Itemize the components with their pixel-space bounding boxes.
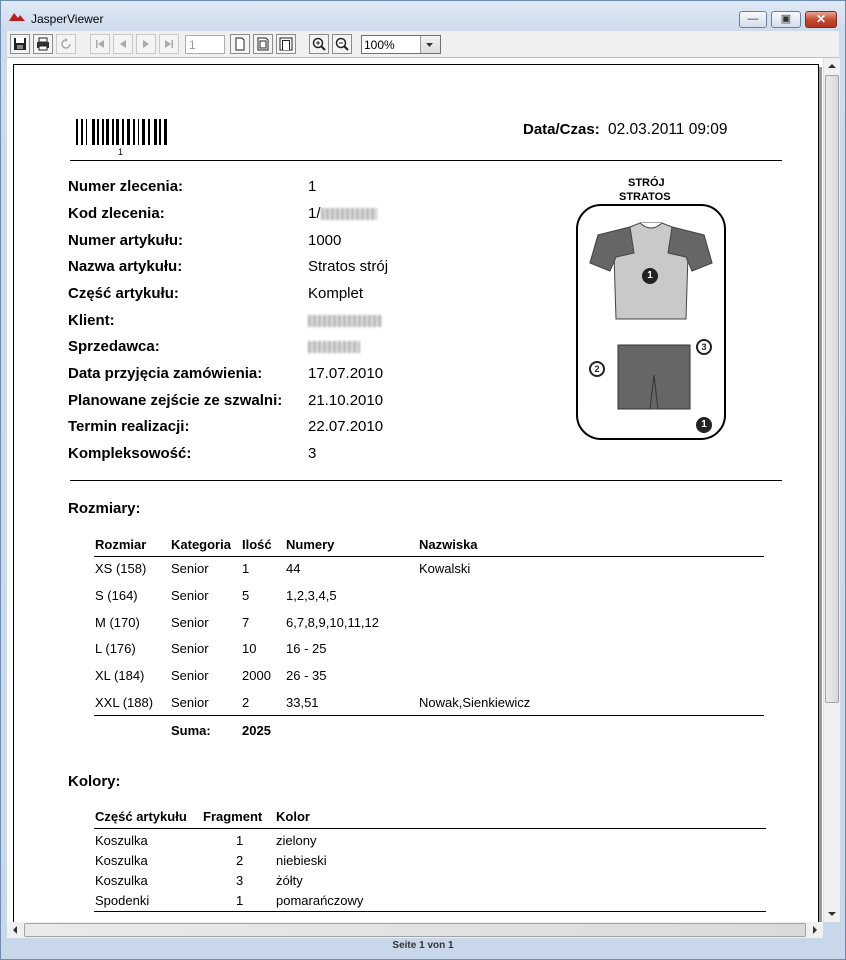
scroll-down-button[interactable] bbox=[824, 906, 840, 922]
datetime-value: 02.03.2011 09:09 bbox=[608, 121, 728, 138]
reload-button[interactable] bbox=[56, 34, 76, 54]
chevron-down-icon bbox=[421, 36, 438, 53]
maximize-icon: ▣ bbox=[780, 13, 792, 25]
table-cell: 44 bbox=[286, 561, 301, 576]
next-page-icon bbox=[139, 37, 153, 51]
horizontal-scroll-thumb[interactable] bbox=[24, 923, 806, 937]
previous-page-icon bbox=[116, 37, 130, 51]
table-cell: M (170) bbox=[95, 615, 140, 630]
fit-width-icon bbox=[279, 37, 293, 51]
sizes-heading: Rozmiary: bbox=[68, 500, 141, 517]
page-number-input[interactable] bbox=[185, 35, 225, 54]
table-cell: 5 bbox=[242, 588, 250, 603]
toolbar bbox=[7, 31, 839, 58]
header-divider bbox=[70, 160, 782, 161]
table-cell: 6,7,8,9,10,11,12 bbox=[286, 615, 380, 630]
zoom-dropdown-button[interactable] bbox=[420, 36, 440, 53]
table-cell: Senior bbox=[171, 641, 209, 656]
field-label: Data przyjęcia zamówienia: bbox=[68, 365, 263, 382]
field-value: 3 bbox=[308, 445, 317, 462]
actual-size-icon bbox=[233, 37, 247, 51]
field-label: Klient: bbox=[68, 312, 115, 329]
table-cell: 7 bbox=[242, 615, 250, 630]
vertical-scrollbar[interactable] bbox=[823, 58, 840, 922]
field-value bbox=[308, 312, 382, 329]
field-value: 1000 bbox=[308, 232, 342, 249]
print-icon bbox=[36, 37, 50, 51]
field-value: 22.07.2010 bbox=[308, 418, 384, 435]
actual-size-button[interactable] bbox=[230, 34, 250, 54]
fit-page-icon bbox=[256, 37, 270, 51]
redacted-value bbox=[308, 341, 360, 353]
column-header: Ilość bbox=[242, 537, 272, 552]
table-cell: 1 bbox=[242, 561, 250, 576]
vertical-scroll-thumb[interactable] bbox=[825, 75, 839, 703]
table-cell: 2000 bbox=[242, 668, 271, 683]
table-cell: Spodenki bbox=[95, 893, 150, 908]
field-value: Stratos strój bbox=[308, 258, 389, 275]
column-header: Numery bbox=[286, 537, 335, 552]
table-cell: 2 bbox=[242, 695, 250, 710]
window-title: JasperViewer bbox=[31, 12, 104, 26]
table-cell: zielony bbox=[276, 833, 317, 848]
table-cell: 10 bbox=[242, 641, 257, 656]
field-value-text: 1/ bbox=[308, 205, 321, 222]
marker-badge: 3 bbox=[696, 339, 712, 355]
first-page-icon bbox=[93, 37, 107, 51]
redacted-value bbox=[308, 315, 382, 327]
last-page-icon bbox=[162, 37, 176, 51]
redacted-value bbox=[321, 208, 377, 220]
save-icon bbox=[13, 37, 27, 51]
fit-width-button[interactable] bbox=[276, 34, 296, 54]
field-value bbox=[308, 205, 377, 222]
table-cell: żółty bbox=[276, 873, 303, 888]
close-button[interactable] bbox=[805, 11, 837, 28]
datetime-label: Data/Czas: bbox=[523, 121, 600, 138]
column-header: Kolor bbox=[276, 809, 310, 824]
table-cell: pomarańczowy bbox=[276, 893, 364, 908]
minimize-button[interactable] bbox=[739, 11, 767, 28]
reload-icon bbox=[59, 37, 73, 51]
field-label: Numer artykułu: bbox=[68, 232, 184, 249]
chevron-up-icon bbox=[824, 58, 840, 74]
next-page-button[interactable] bbox=[136, 34, 156, 54]
barcode bbox=[76, 119, 170, 145]
field-label: Termin realizacji: bbox=[68, 418, 190, 435]
title-bar bbox=[1, 1, 845, 31]
column-header: Część artykułu bbox=[95, 809, 187, 824]
scroll-up-button[interactable] bbox=[824, 58, 840, 74]
table-cell: 16 - 25 bbox=[286, 641, 327, 656]
maximize-button[interactable] bbox=[771, 11, 801, 28]
fit-page-button[interactable] bbox=[253, 34, 273, 54]
field-label: Numer zlecenia: bbox=[68, 178, 184, 195]
table-cell: XXL (188) bbox=[95, 695, 154, 710]
status-bar: Seite 1 von 1 bbox=[392, 940, 454, 951]
report-viewport bbox=[7, 58, 823, 922]
table-cell: Koszulka bbox=[95, 853, 148, 868]
last-page-button[interactable] bbox=[159, 34, 179, 54]
table-total-line bbox=[94, 715, 764, 716]
marker-badge: 1 bbox=[696, 417, 712, 433]
marker-badge: 1 bbox=[642, 268, 658, 284]
jasper-logo-icon bbox=[9, 12, 25, 22]
table-cell: Senior bbox=[171, 695, 209, 710]
table-cell: Kowalski bbox=[419, 561, 471, 576]
chevron-down-icon bbox=[824, 906, 840, 922]
field-label: Nazwa artykułu: bbox=[68, 258, 183, 275]
chevron-left-icon bbox=[7, 922, 23, 938]
table-cell: Senior bbox=[171, 615, 209, 630]
first-page-button[interactable] bbox=[90, 34, 110, 54]
horizontal-scrollbar[interactable] bbox=[7, 922, 823, 938]
zoom-value: 100% bbox=[364, 38, 395, 52]
table-header-line bbox=[94, 828, 766, 829]
section-divider bbox=[70, 480, 782, 481]
table-cell: XS (158) bbox=[95, 561, 147, 576]
zoom-out-button[interactable] bbox=[332, 34, 352, 54]
table-bottom-line bbox=[94, 911, 766, 912]
zoom-out-icon bbox=[335, 37, 349, 51]
scroll-right-button[interactable] bbox=[807, 922, 823, 938]
table-cell: 26 - 35 bbox=[286, 668, 327, 683]
field-label: Sprzedawca: bbox=[68, 338, 160, 355]
table-cell: Senior bbox=[171, 588, 209, 603]
field-value: 21.10.2010 bbox=[308, 392, 384, 409]
field-value: 17.07.2010 bbox=[308, 365, 384, 382]
table-cell: niebieski bbox=[276, 853, 327, 868]
table-cell: 2 bbox=[236, 853, 244, 868]
table-cell: L (176) bbox=[95, 641, 136, 656]
scroll-left-button[interactable] bbox=[7, 922, 23, 938]
marker-badge: 2 bbox=[589, 361, 605, 377]
table-cell: 1,2,3,4,5 bbox=[286, 588, 337, 603]
field-label: Kompleksowość: bbox=[68, 445, 192, 462]
field-label: Kod zlecenia: bbox=[68, 205, 165, 222]
field-value: Komplet bbox=[308, 285, 364, 302]
field-label: Planowane zejście ze szwalni: bbox=[68, 392, 283, 409]
table-cell: 33,51 bbox=[286, 695, 319, 710]
column-header: Rozmiar bbox=[95, 537, 147, 552]
kit-illustration bbox=[574, 175, 730, 445]
field-value: 1 bbox=[308, 178, 317, 195]
save-button[interactable] bbox=[10, 34, 30, 54]
sum-label: Suma: bbox=[171, 723, 211, 738]
illustration-title-line1: STRÓJ bbox=[628, 177, 665, 189]
kit-drawing bbox=[574, 175, 730, 445]
close-icon: ✕ bbox=[815, 12, 827, 26]
column-header: Nazwiska bbox=[419, 537, 478, 552]
table-cell: Senior bbox=[171, 668, 209, 683]
minimize-icon: — bbox=[747, 13, 759, 25]
table-cell: XL (184) bbox=[95, 668, 145, 683]
table-cell: S (164) bbox=[95, 588, 138, 603]
sum-value: 2025 bbox=[242, 723, 271, 738]
chevron-right-icon bbox=[807, 922, 823, 938]
field-label: Część artykułu: bbox=[68, 285, 179, 302]
print-button[interactable] bbox=[33, 34, 53, 54]
column-header: Fragment bbox=[203, 809, 263, 824]
table-cell: Senior bbox=[171, 561, 209, 576]
zoom-in-icon bbox=[312, 37, 326, 51]
table-cell: 3 bbox=[236, 873, 244, 888]
report-page bbox=[13, 64, 819, 922]
table-cell: Koszulka bbox=[95, 833, 148, 848]
table-cell: 1 bbox=[236, 893, 244, 908]
colors-heading: Kolory: bbox=[68, 773, 121, 790]
table-cell: Koszulka bbox=[95, 873, 148, 888]
table-header-line bbox=[94, 556, 764, 557]
illustration-title-line2: STRATOS bbox=[619, 191, 671, 203]
zoom-in-button[interactable] bbox=[309, 34, 329, 54]
zoom-select[interactable] bbox=[361, 35, 441, 54]
previous-page-button[interactable] bbox=[113, 34, 133, 54]
barcode-text: 1 bbox=[118, 147, 124, 157]
table-cell: Nowak,Sienkiewicz bbox=[419, 695, 531, 710]
table-cell: 1 bbox=[236, 833, 244, 848]
column-header: Kategoria bbox=[171, 537, 231, 552]
field-value bbox=[308, 338, 360, 355]
